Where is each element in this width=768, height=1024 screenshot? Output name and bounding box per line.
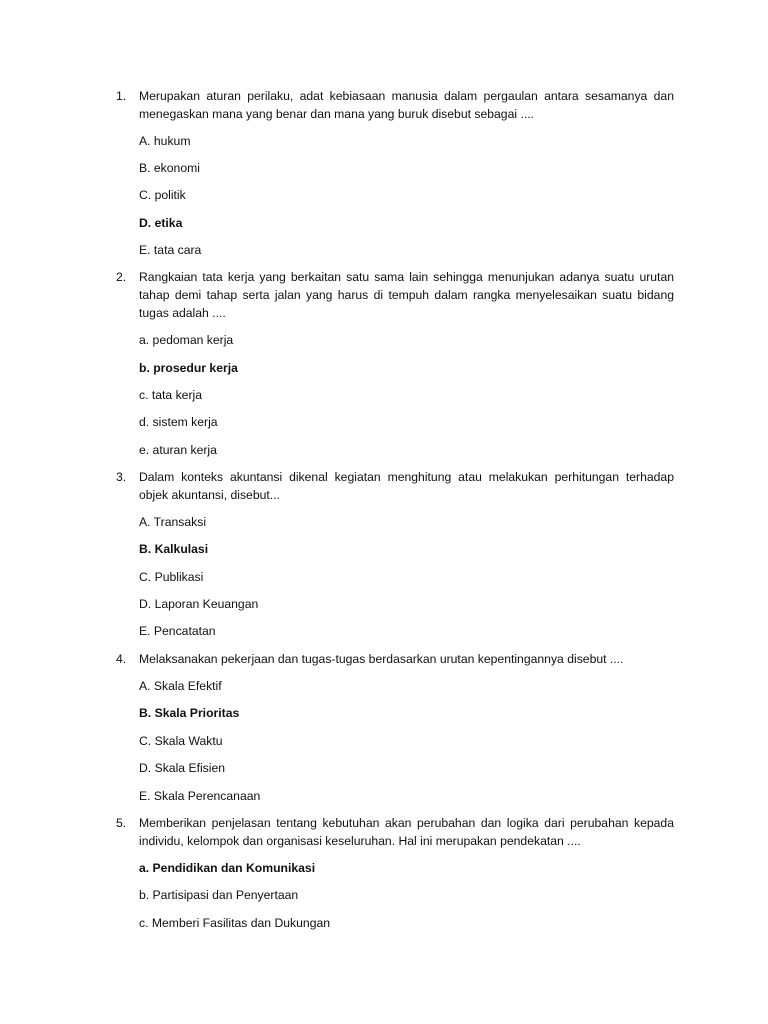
option-a: a. pedoman kerja xyxy=(139,333,234,347)
question-text: Memberikan penjelasan tentang kebutuhan akan perubahan dan logika dari perubahan kepada individu, kelompok dan organisasi keseluruhan. Hal ini merupakan pendekatan .... xyxy=(139,816,674,848)
option-c: c. tata kerja xyxy=(139,388,202,402)
option-a: A. Transaksi xyxy=(139,515,207,529)
question-number: 2. xyxy=(116,270,127,284)
option-b-correct: B. Skala Prioritas xyxy=(139,706,240,720)
option-d: D. Laporan Keuangan xyxy=(139,597,259,611)
question-number: 3. xyxy=(116,470,127,484)
option-a: A. hukum xyxy=(139,134,191,148)
question-text: Dalam konteks akuntansi dikenal kegiatan menghitung atau melakukan perhitungan terhadap objek akuntansi, disebut... xyxy=(139,470,674,502)
option-d-correct: D. etika xyxy=(139,216,183,230)
question-number: 1. xyxy=(116,89,127,103)
option-d: d. sistem kerja xyxy=(139,415,218,429)
option-b-correct: b. prosedur kerja xyxy=(139,361,238,375)
option-e: e. aturan kerja xyxy=(139,443,217,457)
option-c: C. Skala Waktu xyxy=(139,734,223,748)
option-c: C. politik xyxy=(139,188,186,202)
question-number: 5. xyxy=(116,816,127,830)
option-c: C. Publikasi xyxy=(139,570,204,584)
question-number: 4. xyxy=(116,652,127,666)
option-e: E. tata cara xyxy=(139,243,202,257)
option-b-correct: B. Kalkulasi xyxy=(139,542,209,556)
option-c: c. Memberi Fasilitas dan Dukungan xyxy=(139,916,331,930)
option-e: E. Pencatatan xyxy=(139,624,216,638)
option-a: A. Skala Efektif xyxy=(139,679,222,693)
question-text: Merupakan aturan perilaku, adat kebiasaan manusia dalam pergaulan antara sesamanya dan menegaskan mana yang benar dan mana yang buruk disebut sebagai .... xyxy=(139,89,674,121)
option-b: b. Partisipasi dan Penyertaan xyxy=(139,888,299,902)
question-text: Melaksanakan pekerjaan dan tugas-tugas berdasarkan urutan kepentingannya disebut .... xyxy=(139,652,624,666)
option-a-correct: a. Pendidikan dan Komunikasi xyxy=(139,861,316,875)
question-text: Rangkaian tata kerja yang berkaitan satu sama lain sehingga menunjukan adanya suatu urutan tahap demi tahap serta jalan yang harus di tempuh dalam rangka menyelesaikan suatu bidang tugas adalah .... xyxy=(139,270,674,320)
option-d: D. Skala Efisien xyxy=(139,761,226,775)
option-b: B. ekonomi xyxy=(139,161,200,175)
option-e: E. Skala Perencanaan xyxy=(139,789,261,803)
